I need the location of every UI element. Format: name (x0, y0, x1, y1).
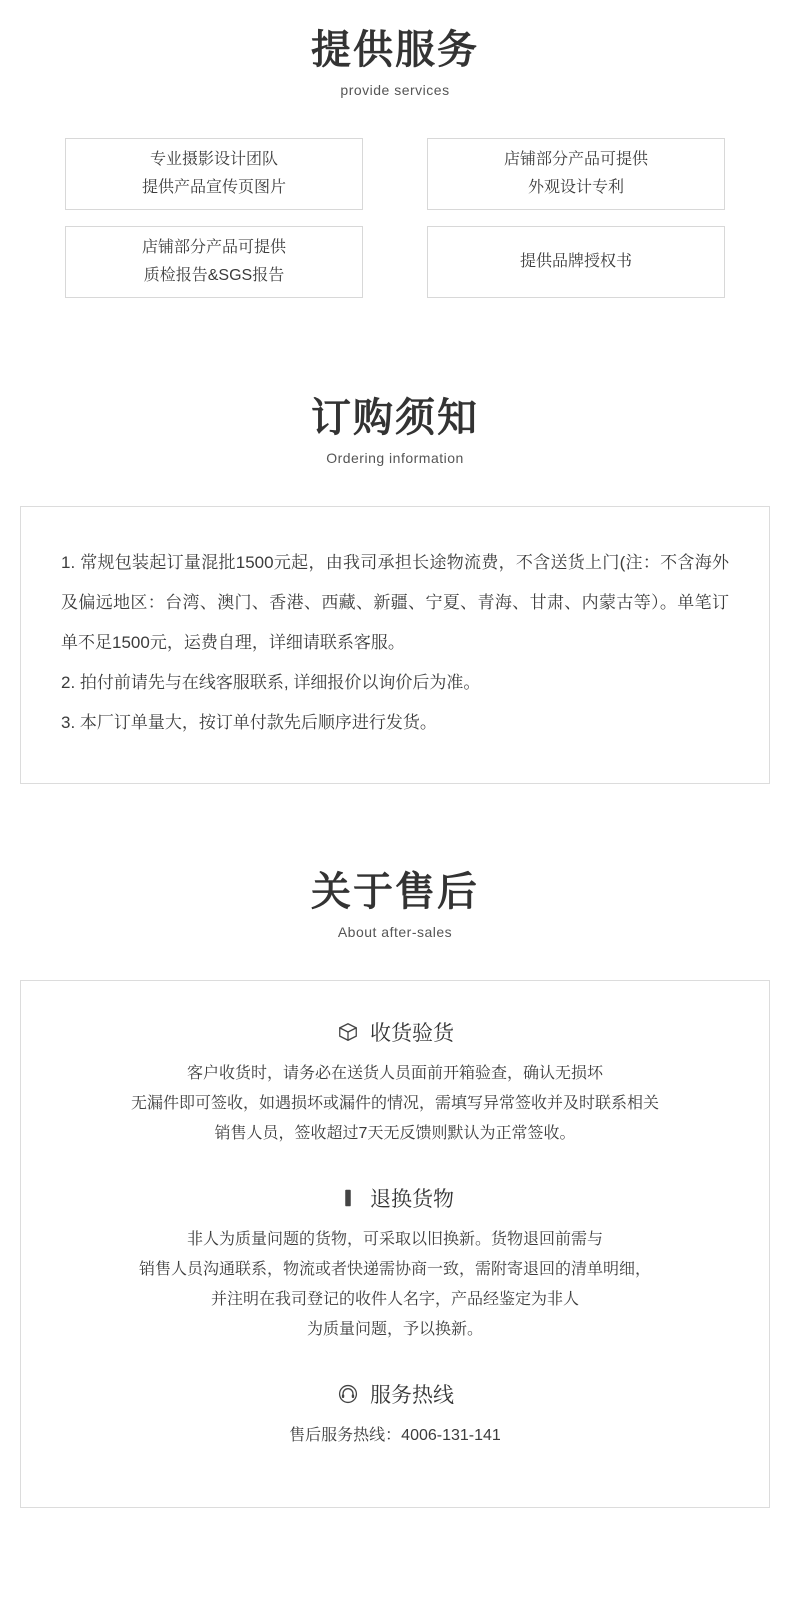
headset-icon (336, 1382, 360, 1406)
after-sales-item-heading (51, 1183, 739, 1213)
ordering-list-item: 2. 拍付前请先与在线客服联系, 详细报价以询价后为准。 (61, 673, 481, 692)
after-sales-hotline-title: 服务热线 (370, 1384, 454, 1407)
after-sales-item-line: 无漏件即可签收，如遇损坏或漏件的情况，需填写异常签收并及时联系相关 (130, 1095, 659, 1112)
after-sales-item-title: 收货验货 (370, 1022, 454, 1045)
after-sales-title: 关于售后 (311, 870, 479, 914)
service-box (65, 226, 363, 298)
after-sales-item (51, 1017, 739, 1149)
bottom-spacer (0, 1508, 790, 1594)
after-sales-hotline-text: 售后服务热线：4006-131-141 (289, 1427, 501, 1444)
after-sales-hotline (51, 1379, 739, 1451)
ordering-subtitle: Ordering information (326, 450, 464, 466)
after-sales-item-heading (51, 1017, 739, 1047)
service-box-line2: 提供产品宣传页图片 (141, 179, 286, 196)
after-sales-box (20, 980, 770, 1508)
service-box-line1: 店铺部分产品可提供 (503, 151, 648, 168)
ordering-title: 订购须知 (311, 396, 479, 440)
ordering-list-item: 1. 常规包装起订量混批1500元起，由我司承担长途物流费，不含送货上门(注：不含海外及偏远地区：台湾、澳门、香港、西藏、新疆、宁夏、青海、甘肃、内蒙古等）。单笔订单不足1500元，运费自理，详细请联系客服。 (61, 553, 729, 652)
return-box-icon (336, 1186, 360, 1210)
after-sales-section-header (0, 784, 790, 940)
service-box-line1: 店铺部分产品可提供 (141, 239, 286, 256)
services-section-header (0, 0, 790, 98)
after-sales-item-line: 客户收货时，请务必在送货人员面前开箱验查，确认无损坏 (186, 1065, 603, 1082)
after-sales-item-body (51, 1225, 739, 1345)
after-sales-item-line: 销售人员，签收超过7天无反馈则默认为正常签收。 (214, 1125, 576, 1142)
after-sales-subtitle: About after-sales (337, 924, 453, 940)
services-subtitle: provide services (340, 82, 450, 98)
services-title: 提供服务 (311, 28, 479, 72)
service-box-line1: 提供品牌授权书 (519, 253, 632, 270)
service-box-line2: 外观设计专利 (527, 179, 624, 196)
ordering-list (61, 543, 729, 743)
ordering-info-box (20, 506, 770, 784)
after-sales-item (51, 1183, 739, 1345)
service-box (427, 226, 725, 298)
after-sales-item-line: 并注明在我司登记的收件人名字，产品经鉴定为非人 (210, 1291, 579, 1308)
after-sales-item-line: 非人为质量问题的货物，可采取以旧换新。货物退回前需与 (186, 1231, 603, 1248)
service-box-line1: 专业摄影设计团队 (149, 151, 278, 168)
after-sales-item-body (51, 1059, 739, 1149)
after-sales-item-line: 为质量问题，予以换新。 (306, 1321, 483, 1338)
ordering-list-item: 3. 本厂订单量大，按订单付款先后顺序进行发货。 (61, 713, 437, 732)
package-box-icon (336, 1020, 360, 1044)
after-sales-hotline-heading (51, 1379, 739, 1409)
service-box (427, 138, 725, 210)
ordering-section-header (0, 298, 790, 466)
after-sales-item-line: 销售人员沟通联系，物流或者快递需协商一致，需附寄退回的清单明细， (138, 1261, 651, 1278)
services-grid (65, 138, 725, 298)
service-box (65, 138, 363, 210)
service-box-line2: 质检报告&SGS报告 (143, 267, 285, 284)
after-sales-item-title: 退换货物 (370, 1188, 454, 1211)
